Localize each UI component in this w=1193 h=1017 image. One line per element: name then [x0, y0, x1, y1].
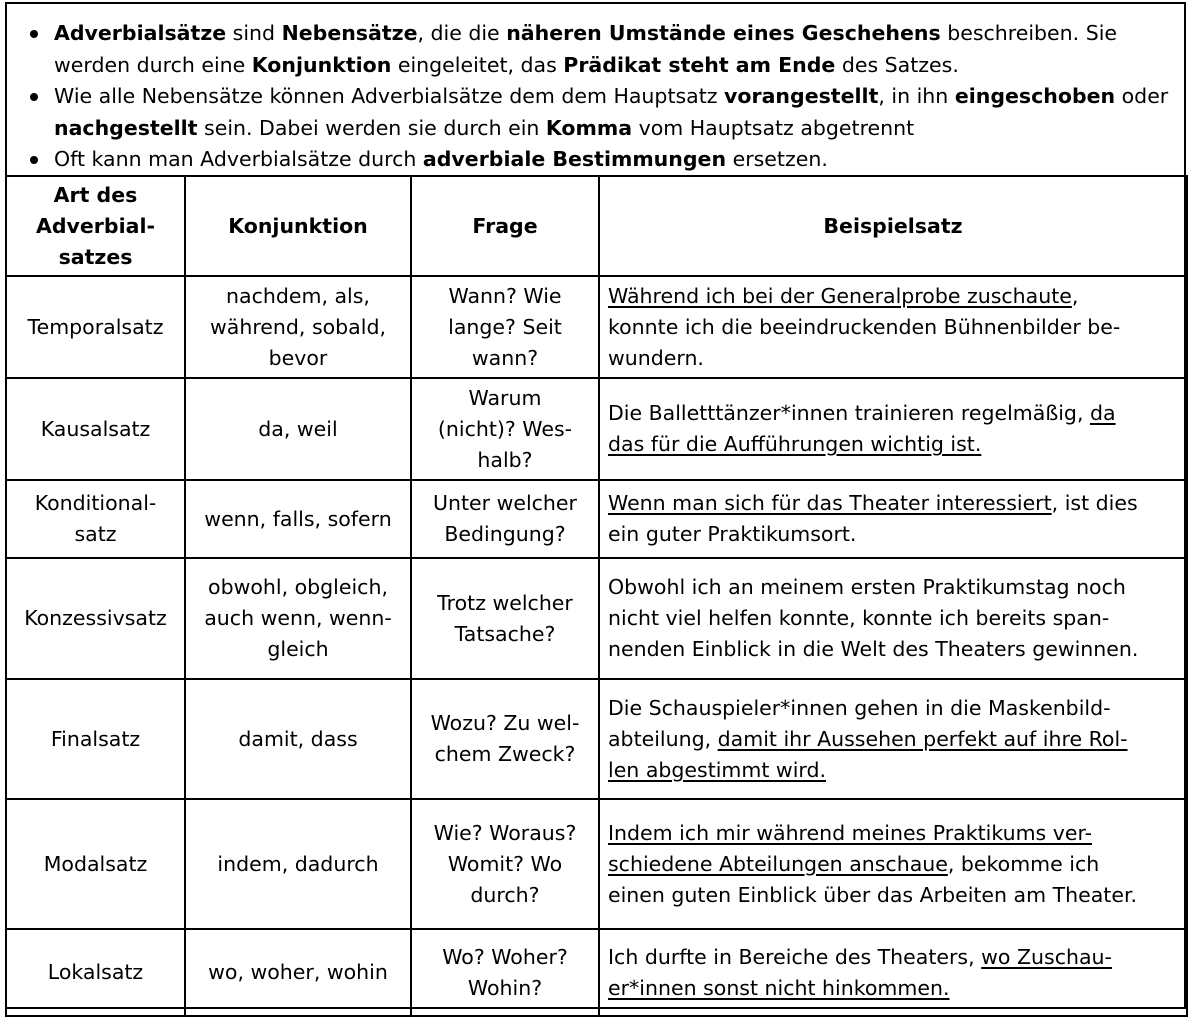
beispiel-line [608, 281, 1178, 312]
cell-line: da, weil [258, 416, 338, 441]
cell-line: Wozu? Zu wel- [430, 711, 580, 735]
table-row [6, 378, 1187, 480]
konjunktion-cell [185, 480, 411, 558]
header-line: Art des [53, 182, 138, 207]
intro-bold-text: Komma [545, 115, 633, 140]
beispiel-line [608, 942, 1178, 973]
underlined-clause: das für die Aufführungen wichtig ist. [608, 432, 982, 456]
beispielsatz-cell [599, 929, 1187, 1016]
header-konjunktion [185, 176, 411, 276]
beispiel-line [608, 429, 1178, 460]
sentence-text: Ich durfte in Bereiche des Theaters, [608, 944, 982, 969]
sentence-text: Die Balletttänzer*innen trainieren regelmäßig, [608, 401, 1090, 425]
table-body [6, 276, 1187, 1016]
intro-section [7, 4, 1184, 175]
cell-line: Trotz welcher [437, 590, 573, 615]
intro-text: , in ihn [878, 84, 955, 108]
cell-line: bevor [268, 345, 328, 370]
underlined-clause: da [1089, 401, 1116, 425]
intro-bold-text: Konjunktion [251, 52, 392, 77]
header-line: Adverbial- [36, 213, 155, 238]
frage-cell [411, 558, 599, 679]
cell-line: Lokalsatz [47, 960, 144, 984]
underlined-clause: wo Zuschau- [981, 944, 1112, 969]
intro-bullet-item [21, 81, 1170, 144]
art-cell [6, 558, 185, 679]
beispielsatz-cell [599, 679, 1187, 799]
art-cell [6, 799, 185, 929]
table-row [6, 276, 1187, 378]
cell-line: Modalsatz [43, 851, 148, 876]
beispiel-line [608, 634, 1178, 665]
underlined-clause: damit ihr Aussehen perfekt auf ihre Rol- [717, 726, 1128, 751]
frage-cell [411, 679, 599, 799]
bullet-icon [30, 30, 38, 38]
intro-bullet-list [21, 18, 1170, 176]
underlined-clause: schiedene Abteilungen anschaue [608, 851, 948, 876]
intro-bullet-item [21, 18, 1170, 81]
intro-text: , die die [417, 21, 507, 45]
art-cell [6, 378, 185, 480]
beispielsatz-cell [599, 276, 1187, 378]
cell-line: nachdem, als, [226, 283, 370, 308]
underlined-clause: len abgestimmt wird. [608, 757, 826, 782]
beispiel-line [608, 488, 1178, 519]
cell-line: Finalsatz [50, 726, 141, 751]
cell-line: Wann? Wie [448, 283, 562, 308]
cell-line: Womit? Wo [447, 851, 563, 876]
sentence-text: wundern. [608, 345, 704, 370]
frage-cell [411, 929, 599, 1016]
cell-line: auch wenn, wenn- [204, 606, 392, 630]
adverbialsaetze-table [5, 175, 1188, 1017]
underlined-clause: Während ich bei der Generalprobe zuschaute [608, 283, 1072, 308]
sentence-text: nenden Einblick in die Welt des Theaters gewinnen. [608, 637, 1139, 661]
art-cell [6, 276, 185, 378]
sentence-text: abteilung, [608, 726, 718, 751]
cell-line: während, sobald, [210, 314, 386, 339]
cell-line: lange? Seit [448, 314, 562, 339]
sentence-text: , ist dies [1051, 491, 1138, 515]
cell-line: wann? [471, 345, 539, 370]
cell-line: gleich [267, 637, 329, 661]
underlined-clause: er*innen sonst nicht hinkommen. [608, 975, 950, 1000]
sentence-text: konnte ich die beeindruckenden Bühnenbilder be- [608, 314, 1121, 339]
konjunktion-cell [185, 679, 411, 799]
cell-line: obwohl, obgleich, [208, 575, 388, 599]
intro-text: sein. Dabei werden sie durch ein [197, 115, 546, 140]
intro-text: vom Hauptsatz abgetrennt [632, 115, 915, 140]
beispiel-line [608, 880, 1178, 911]
intro-text: des Satzes. [835, 52, 959, 77]
intro-text: beschreiben. Sie werden durch eine [54, 21, 1118, 77]
intro-bold-text: vorangestellt [724, 84, 879, 108]
cell-line: Unter welcher [433, 491, 577, 515]
intro-bold-text: nachgestellt [54, 115, 198, 140]
frage-cell [411, 799, 599, 929]
konjunktion-cell [185, 929, 411, 1016]
cell-line: damit, dass [238, 726, 358, 751]
header-frage [411, 176, 599, 276]
beispiel-line [608, 398, 1178, 429]
intro-bold-text: Nebensätze [281, 21, 418, 45]
sentence-text: , bekomme ich [947, 851, 1100, 876]
cell-line: wenn, falls, sofern [204, 506, 392, 531]
sentence-text: Die Schauspieler*innen gehen in die Maskenbild- [608, 695, 1111, 720]
cell-line: Wohin? [467, 975, 543, 1000]
sentence-text: einen guten Einblick über das Arbeiten am Theater. [608, 882, 1138, 907]
beispiel-line [608, 603, 1178, 634]
konjunktion-cell [185, 276, 411, 378]
beispielsatz-cell [599, 558, 1187, 679]
cell-line: chem Zweck? [434, 742, 576, 766]
art-cell [6, 480, 185, 558]
beispiel-line [608, 343, 1178, 374]
intro-text: sind [226, 21, 282, 45]
cell-line: Temporalsatz [27, 314, 164, 339]
document-frame [5, 2, 1186, 1009]
bullet-icon [30, 156, 38, 164]
frage-cell [411, 480, 599, 558]
beispiel-line [608, 849, 1178, 880]
cell-line: Konzessivsatz [24, 606, 167, 630]
cell-line: indem, dadurch [217, 851, 379, 876]
intro-text: ersetzen. [726, 147, 828, 171]
underlined-clause: Wenn man sich für das Theater interessiert [608, 491, 1052, 515]
intro-text: Wie alle Nebensätze können Adverbialsätze dem dem Hauptsatz [54, 84, 725, 108]
underlined-clause: Indem ich mir während meines Praktikums ver- [608, 820, 1093, 845]
intro-text: eingeleitet, das [391, 52, 564, 77]
cell-line: Wie? Woraus? [433, 820, 577, 845]
bullet-icon [30, 93, 38, 101]
intro-bold-text: Prädikat steht am Ende [563, 52, 836, 77]
cell-line: Wo? Woher? [442, 944, 568, 969]
table-header-row [6, 176, 1187, 276]
konjunktion-cell [185, 799, 411, 929]
intro-bold-text: adverbiale Bestimmungen [422, 147, 727, 171]
beispiel-line [608, 818, 1178, 849]
header-art [6, 176, 185, 276]
beispiel-line [608, 312, 1178, 343]
sentence-text: Obwohl ich an meinem ersten Praktikumstag noch [608, 575, 1126, 599]
cell-line: Tatsache? [454, 621, 556, 646]
beispielsatz-cell [599, 799, 1187, 929]
cell-line: Bedingung? [444, 522, 566, 546]
art-cell [6, 929, 185, 1016]
table-row [6, 480, 1187, 558]
intro-bold-text: näheren Umstände eines Geschehens [506, 21, 941, 45]
beispielsatz-cell [599, 480, 1187, 558]
beispiel-line [608, 519, 1178, 550]
table-row [6, 799, 1187, 929]
cell-line: Warum [468, 385, 542, 410]
beispiel-line [608, 973, 1178, 1004]
header-line: satzes [58, 244, 133, 269]
cell-line: durch? [470, 882, 540, 907]
intro-text: oder [1115, 84, 1169, 108]
beispielsatz-cell [599, 378, 1187, 480]
table-row [6, 558, 1187, 679]
beispiel-line [608, 572, 1178, 603]
cell-line: satz [74, 522, 117, 546]
table-row [6, 929, 1187, 1016]
intro-bold-text: eingeschoben [954, 84, 1116, 108]
konjunktion-cell [185, 558, 411, 679]
intro-bold-text: Adverbialsätze [54, 21, 227, 45]
header-line: Beispielsatz [823, 213, 963, 238]
cell-line: Konditional- [34, 491, 157, 515]
beispiel-line [608, 693, 1178, 724]
intro-text: Oft kann man Adverbialsätze durch [54, 147, 423, 171]
sentence-text: nicht viel helfen konnte, konnte ich bereits span- [608, 606, 1110, 630]
art-cell [6, 679, 185, 799]
header-line: Konjunktion [228, 213, 368, 238]
cell-line: Kausalsatz [40, 416, 151, 441]
konjunktion-cell [185, 378, 411, 480]
cell-line: (nicht)? Wes- [437, 416, 573, 441]
beispiel-line [608, 724, 1178, 755]
table-row [6, 679, 1187, 799]
intro-bullet-item [21, 144, 1170, 176]
header-line: Frage [472, 213, 538, 238]
header-beispielsatz [599, 176, 1187, 276]
frage-cell [411, 378, 599, 480]
cell-line: halb? [477, 447, 533, 472]
beispiel-line [608, 755, 1178, 786]
cell-line: wo, woher, wohin [208, 960, 388, 984]
frage-cell [411, 276, 599, 378]
sentence-text: ein guter Praktikumsort. [608, 522, 857, 546]
sentence-text: , [1071, 283, 1079, 308]
